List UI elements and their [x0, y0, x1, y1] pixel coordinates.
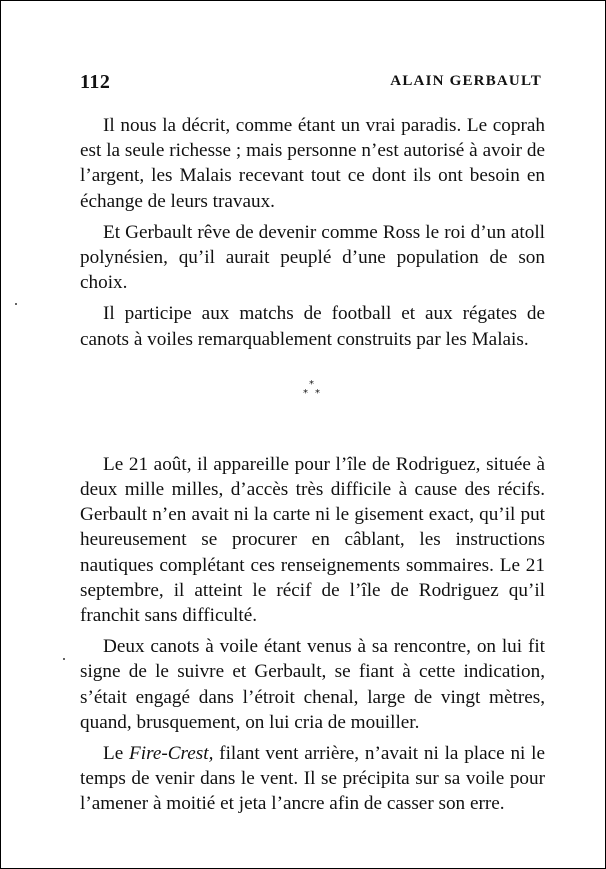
running-head: ALAIN GERBAULT: [390, 73, 542, 89]
paragraph-canots: Deux canots à voile étant venus à sa rencontre, on lui fit signe de le suivre et Gerbault, se fiant à cette indication, s’était engagé dans l’étroit chenal, large de vingt mètres, quand, brusquement, on lui cria de mouiller.: [80, 636, 545, 733]
paragraph-rodriguez: Le 21 août, il appareille pour l’île de Rodriguez, située à deux mille milles, d’accès très difficile à cause des récifs. Gerbault n’en avait ni la carte ni le gisement exact, qu’il put heureusement se procurer en câblant, les instructions nautiques complétant ces renseignements sommaires. Le 21 septembre, il atteint le récif de l’île de Rodriguez qu’il franchit sans difficulté.: [80, 453, 545, 627]
asterism-star: *: [303, 387, 308, 399]
paragraph-fire-crest: [80, 741, 545, 817]
page-body: [80, 113, 545, 823]
text-run: Le: [103, 743, 130, 765]
section-separator: [80, 360, 545, 422]
paragraph-football: Il participe aux matchs de football et aux régates de canots à voiles remarquablement construits par les Malais.: [80, 303, 545, 350]
paragraph-atoll: Et Gerbault rêve de devenir comme Ross le roi d’un atoll polynésien, qu’il aurait peuplé d’une population de son choix.: [80, 221, 545, 294]
page-header: [80, 71, 542, 95]
asterism-star: *: [315, 387, 320, 399]
scan-speck: [63, 658, 65, 660]
ship-name: Fire-Crest,: [129, 743, 214, 765]
text-run: filant vent arrière, n’avait ni la place ni le temps de venir dans le vent. Il se précipita sur sa voile pour l’amener à moitié et jeta l’ancre afin de casser son erre.: [80, 743, 545, 815]
scan-speck: [15, 303, 17, 305]
asterism-star: *: [309, 378, 314, 390]
paragraph-paradise: Il nous la décrit, comme étant un vrai paradis. Le coprah est la seule richesse ; mais personne n’est autorisé à avoir de l’argent, les Malais recevant tout ce dont ils ont besoin en échange de leurs travaux.: [80, 115, 545, 212]
page-number: 112: [80, 71, 111, 93]
